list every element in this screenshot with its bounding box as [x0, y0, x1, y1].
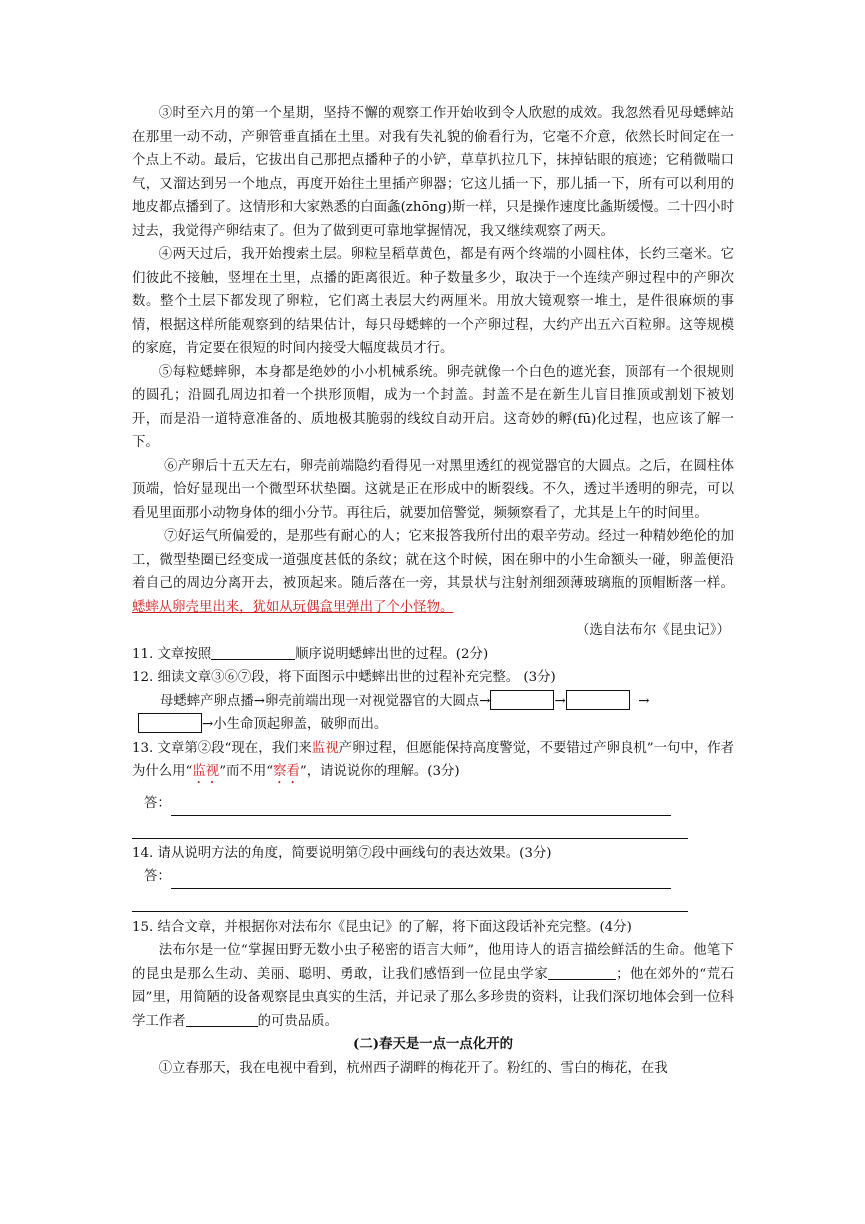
q15-text-c: 的可贵品质。: [257, 1013, 338, 1029]
question-12: 12. 细读文章③⑥⑦段，将下面图示中蟋蟀出世的过程补充完整。 (3分): [132, 670, 556, 685]
answer-line[interactable]: [171, 793, 671, 816]
flow-step-text: 母蟋蟀产卵点播→卵壳前端出现一对视觉器官的大圆点→: [160, 693, 491, 709]
answer-line[interactable]: [132, 816, 688, 839]
question-13: [132, 737, 734, 788]
section-2-paragraph-1: ①立春那天，我在电视中看到，杭州西子湖畔的梅花开了。粉红的、雪白的梅花，在我: [158, 1060, 668, 1076]
answer-row-14: [132, 865, 734, 889]
question-11-text-b: 顺序说明蟋蟀出世的过程。(2分): [295, 646, 489, 662]
paragraph-7-text: ⑦好运气所偏爱的，是那些有耐心的人；它来报答我所付出的艰辛劳动。经过一种精妙绝伦的加工，微型垫圈已经变成一道强度甚低的条纹；就在这个时候，困在卵中的小生命额头一碰，卵盖便沿着自己的周边分离开去，被顶起来。随后落在一旁，其景状与注射剂细颈薄玻璃瓶的顶帽断落一样。: [132, 529, 734, 591]
question-13-text-a: 13. 文章第②段“现在，我们来: [132, 740, 312, 756]
source-citation: （选自法布尔《昆虫记》）: [576, 623, 730, 638]
flow-arrow: →: [638, 693, 650, 709]
answer-blank-15b[interactable]: [186, 1011, 258, 1027]
flowchart-line-2: [132, 713, 734, 737]
flowchart-line-1: [132, 690, 734, 714]
underlined-sentence: 蟋蟀从卵壳里出来，犹如从玩偶盒里弹出了个小怪物。: [132, 599, 454, 615]
q15-text-b: ；他在郊外的“荒石园”里，用简陋的设备观察昆虫真实的生活，并记录了那么多珍贵的资料，让我们深切地体会到一位科学工作者: [132, 966, 734, 1029]
paragraph-3: ③时至六月的第一个星期，坚持不懈的观察工作开始收到令人欣慰的成效。我忽然看见母蟋蟀站在那里一动不动，产卵管垂直插在土里。对我有失礼貌的偷看行为，它毫不介意，依然长时间定在一个点上不动。最后，它拔出自己那把点播种子的小铲，草草扒拉几下，抹掉钻眼的痕迹；它稍微喘口气，又溜达到另一个地点，再度开始往土里插产卵器；它这儿插一下，那儿插一下，所有可以利用的地皮都点播到了。这情形和大家熟悉的白面螽(zhōng)斯一样，只是操作速度比螽斯缓慢。二十四小时过去，我觉得产卵结束了。但为了做到更可靠地掌握情况，我又继续观察了两天。: [132, 106, 734, 239]
answer-line[interactable]: [171, 870, 671, 889]
flow-box-3[interactable]: [138, 713, 202, 733]
question-13-text-b: 产卵过程，但愿能保持高度警觉，不要错过产卵良机”一句中，作者为什么用“: [132, 740, 734, 779]
question-13-text-d: ”，请说说你的理解。(3分): [299, 764, 460, 779]
highlight-word: 监视: [311, 740, 339, 756]
answer-label: 答：: [144, 869, 171, 884]
question-11-text-a: 11. 文章按照: [132, 646, 212, 662]
flow-final-text: →小生命顶起卵盖，破卵而出。: [202, 717, 388, 732]
emphasis-word-2: 察看: [273, 764, 300, 779]
flow-box-2[interactable]: [566, 690, 630, 710]
answer-blank-15a[interactable]: [548, 964, 616, 980]
question-15: 15. 结合文章，并根据你对法布尔《昆虫记》的了解，将下面这段话补充完整。(4分): [132, 919, 632, 935]
answer-row-13: [132, 792, 734, 816]
document-page: [132, 102, 734, 1080]
answer-blank-11[interactable]: [211, 644, 295, 660]
flow-box-1[interactable]: [490, 690, 554, 710]
paragraph-4: ④两天过后，我开始搜索土层。卵粒呈稻草黄色，都是有两个终端的小圆柱体，长约三毫米。它们彼此不接触，竖埋在土里，点播的距离很近。种子数量多少，取决于一个连续产卵过程中的产卵次数。整个土层下都发现了卵粒，它们离土表层大约两厘米。用放大镜观察一堆土，是件很麻烦的事情，根据这样所能观察到的结果估计，每只母蟋蟀的一个产卵过程，大约产出五六百粒卵。这等规模的家庭，肯定要在很短的时间内接受大幅度裁员才行。: [132, 247, 734, 356]
paragraph-6: ⑥产卵后十五天左右，卵壳前端隐约看得见一对黑里透红的视觉器官的大圆点。之后，在圆柱体顶端，恰好显现出一个微型环状垫圈。这就是正在形成中的断裂线。不久，透过半透明的卵壳，可以看见里面那小动物身体的细小分节。再往后，就要加倍警觉，频频察看了，尤其是上午的时间里。: [132, 458, 734, 521]
paragraph-5: ⑤每粒蟋蟀卵，本身都是绝妙的小小机械系统。卵壳就像一个白色的遮光套，顶部有一个很规则的圆孔；沿圆孔周边扣着一个拱形顶帽，成为一个封盖。封盖不是在新生儿盲目推顶或割划下被划开，而是沿一道特意准备的、质地极其脆弱的线纹自动开启。这奇妙的孵(fū)化过程，也应该了解一下。: [132, 364, 734, 450]
flow-arrow: →: [554, 693, 566, 709]
q15-text-a: 法布尔是一位“掌握田野无数小虫子秘密的语言大师”，他用诗人的语言描绘鲜活的生命。他笔下的昆虫是那么生动、美丽、聪明、勇敢，让我们感悟到一位昆虫学家: [132, 943, 734, 982]
question-15-paragraph: [132, 939, 734, 1033]
question-11: [132, 643, 734, 667]
answer-label: 答：: [144, 796, 171, 811]
emphasis-word-1: 监视: [192, 764, 220, 779]
answer-line[interactable]: [132, 889, 688, 912]
section-title: (二)春天是一点一点化开的: [353, 1036, 513, 1052]
question-14: 14. 请从说明方法的角度，简要说明第⑦段中画线句的表达效果。(3分): [132, 845, 552, 861]
question-13-text-c: ”而不用“: [219, 764, 274, 779]
paragraph-7: [132, 525, 734, 619]
